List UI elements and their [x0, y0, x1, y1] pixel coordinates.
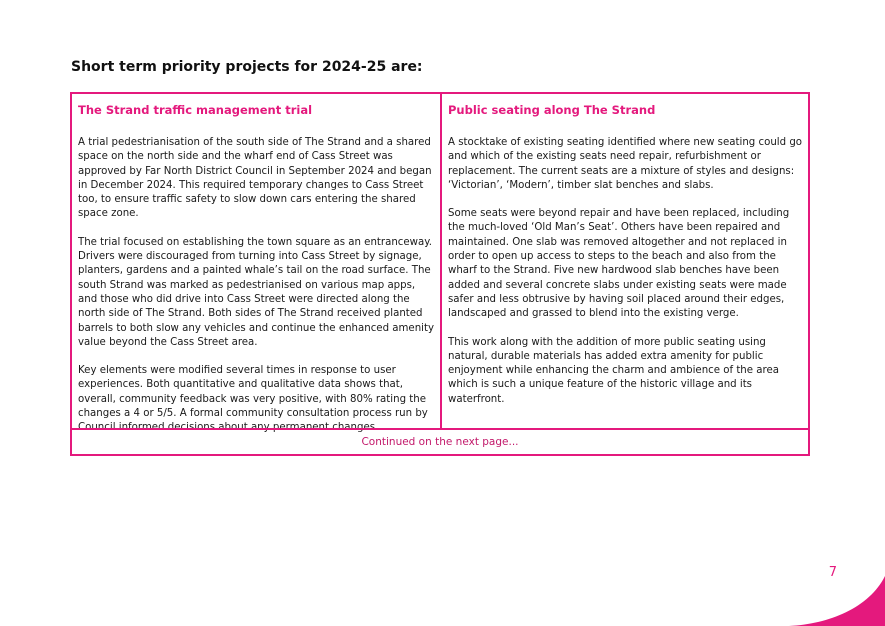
traffic-trial-paragraph: A trial pedestrianisation of the south side of The Strand and a shared space on the north side and the wharf end of Cass Street was approved by Far North District Council in September 2024 and began in December 2024. This required temporary changes to Cass Street too, to ensure traffic safety to slow down cars entering the shared space zone.	[78, 137, 432, 220]
public-seating-paragraph: This work along with the addition of more public seating using natural, durable materials has added extra amenity for public enjoyment while enhancing the charm and ambience of the area which is such a unique feature of the historic village and its waterfront.	[448, 336, 779, 405]
projects-table	[70, 92, 810, 456]
page-heading: Short term priority projects for 2024-25 are:	[71, 59, 423, 75]
continued-note: Continued on the next page...	[72, 428, 808, 454]
traffic-trial-paragraph: The trial focused on establishing the town square as an entranceway. Drivers were discouraged from turning into Cass Street by signage, planters, gardens and a painted whale’s tail on the road surface. The south Strand was marked as pedestrianised on various map apps, and those who did drive into Cass Street were directed along the north side of The Strand. Both sides of The Strand received planted barrels to both slow any vehicles and continue the enhanced amenity value beyond the Cass Street area.	[78, 236, 435, 348]
public-seating-title: Public seating along The Strand	[448, 103, 656, 117]
page-number: 7	[828, 565, 837, 580]
traffic-trial-column	[72, 94, 442, 434]
public-seating-paragraph: Some seats were beyond repair and have been replaced, including the much-loved ‘Old Man’s Seat’. Others have been repaired and maintained. One slab was removed altogether and not replaced in order to open up access to steps to the beach and also from the wharf to the Strand. Five new hardwood slab benches have been added and several concrete slabs under existing seats were made safer and less obtrusive by having soil placed around their edges, landscaped and grassed to blend into the existing verge.	[448, 208, 790, 320]
corner-decoration	[789, 568, 885, 626]
traffic-trial-paragraph: Key elements were modified several times in response to user experiences. Both quantitative and qualitative data shows that, overall, community feedback was very positive, with 80% rating the changes a 4 or 5/5. A formal community consultation process run by Council informed decisions about any permanent changes.	[78, 365, 428, 434]
traffic-trial-title: The Strand traffic management trial	[78, 103, 313, 117]
public-seating-paragraph: A stocktake of existing seating identified where new seating could go and which of the existing seats need repair, refurbishment or replacement. The current seats are a mixture of styles and designs: ‘Victorian’, ‘Modern’, timber slat benches and slabs.	[448, 137, 803, 191]
public-seating-column	[442, 94, 808, 428]
